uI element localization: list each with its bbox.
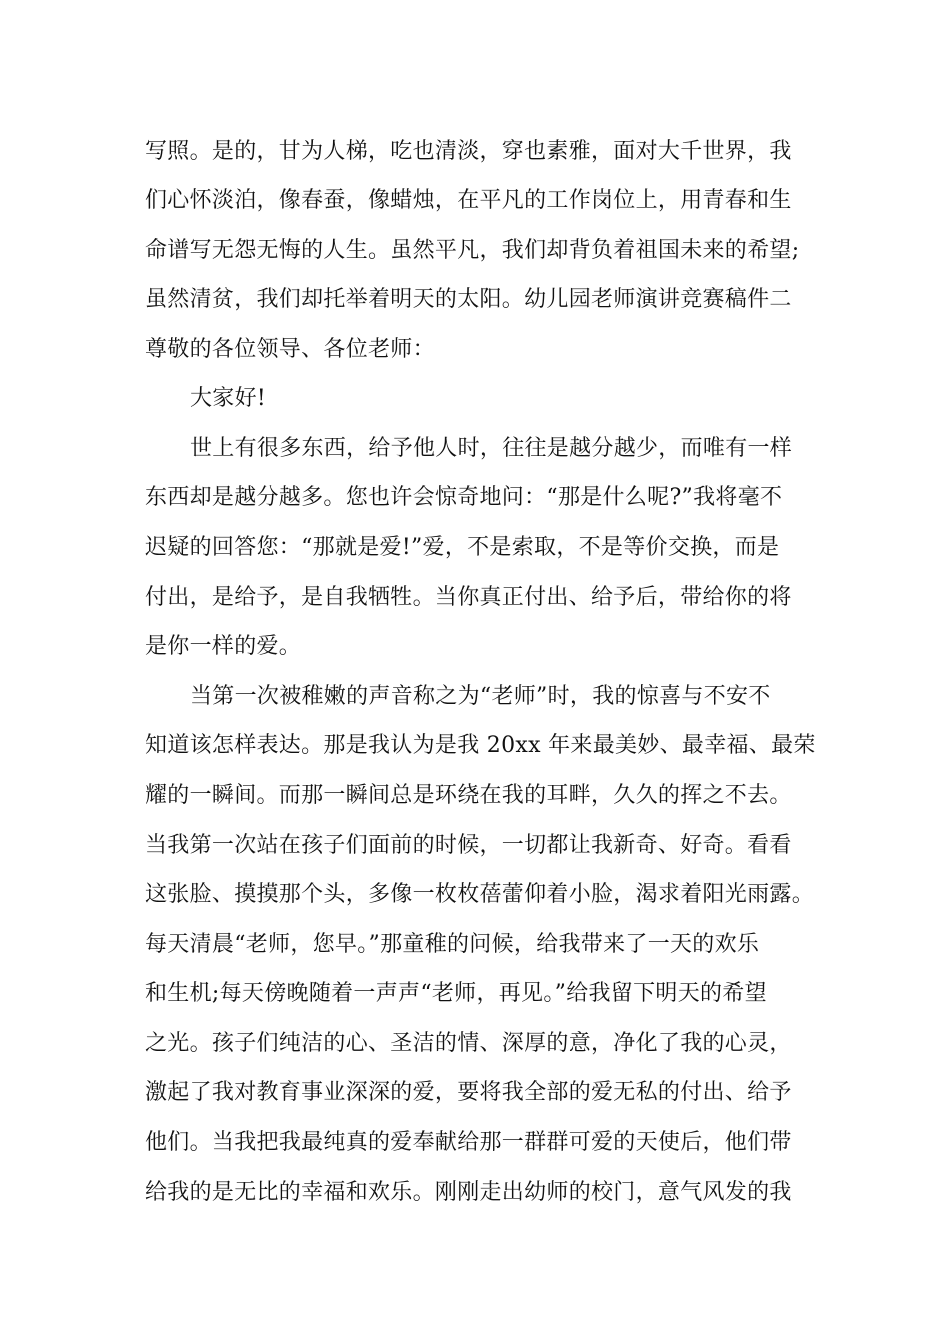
text-line: 尊敬的各位领导、各位老师： [145,337,435,362]
text-line: 耀的一瞬间。而那一瞬间总是环绕在我的耳畔，久久的挥之不去。 [145,783,792,808]
text-line: 给我的是无比的幸福和欢乐。刚刚走出幼师的校门，意气风发的我 [145,1180,792,1205]
text-line: 虽然清贫，我们却托举着明天的太阳。幼儿园老师演讲竞赛稿件二 [145,287,792,312]
text-line: 东西却是越分越多。您也许会惊奇地问：“那是什么呢?”我将毫不 [145,485,783,510]
text-line: 迟疑的回答您：“那就是爱!”爱，不是索取，不是等价交换，而是 [145,535,780,560]
greeting-line: 大家好! [190,386,267,411]
paragraph-start-line: 当第一次被稚嫩的声音称之为“老师”时，我的惊喜与不安不 [190,684,771,709]
paragraph-start-line: 世上有很多东西，给予他人时，往往是越分越少，而唯有一样 [190,436,793,461]
text-line: 当我第一次站在孩子们面前的时候，一切都让我新奇、好奇。看看 [145,833,792,858]
text-line: 们心怀淡泊，像春蚕，像蜡烛，在平凡的工作岗位上，用青春和生 [145,188,792,213]
text-line: 激起了我对教育事业深深的爱，要将我全部的爱无私的付出、给予 [145,1080,792,1105]
text-line: 每天清晨“老师，您早。”那童稚的问候，给我带来了一天的欢乐 [145,932,760,957]
text-line: 他们。当我把我最纯真的爱奉献给那一群群可爱的天使后，他们带 [145,1130,792,1155]
text-line: 写照。是的，甘为人梯，吃也清淡，穿也素雅，面对大千世界，我 [145,139,792,164]
text-line: 这张脸、摸摸那个头，多像一枚枚蓓蕾仰着小脸，渴求着阳光雨露。 [145,882,815,907]
text-line: 和生机;每天傍晚随着一声声“老师，再见。”给我留下明天的希望 [145,981,767,1006]
text-line: 命谱写无怨无悔的人生。虽然平凡，我们却背负着祖国未来的希望; [145,238,800,263]
text-line: 是你一样的爱。 [145,634,302,659]
text-line: 付出，是给予，是自我牺牲。当你真正付出、给予后，带给你的将 [145,585,792,610]
text-line: 之光。孩子们纯洁的心、圣洁的情、深厚的意，净化了我的心灵， [145,1031,792,1056]
text-line: 知道该怎样表达。那是我认为是我 20xx 年来最美妙、最幸福、最荣 [145,733,816,758]
